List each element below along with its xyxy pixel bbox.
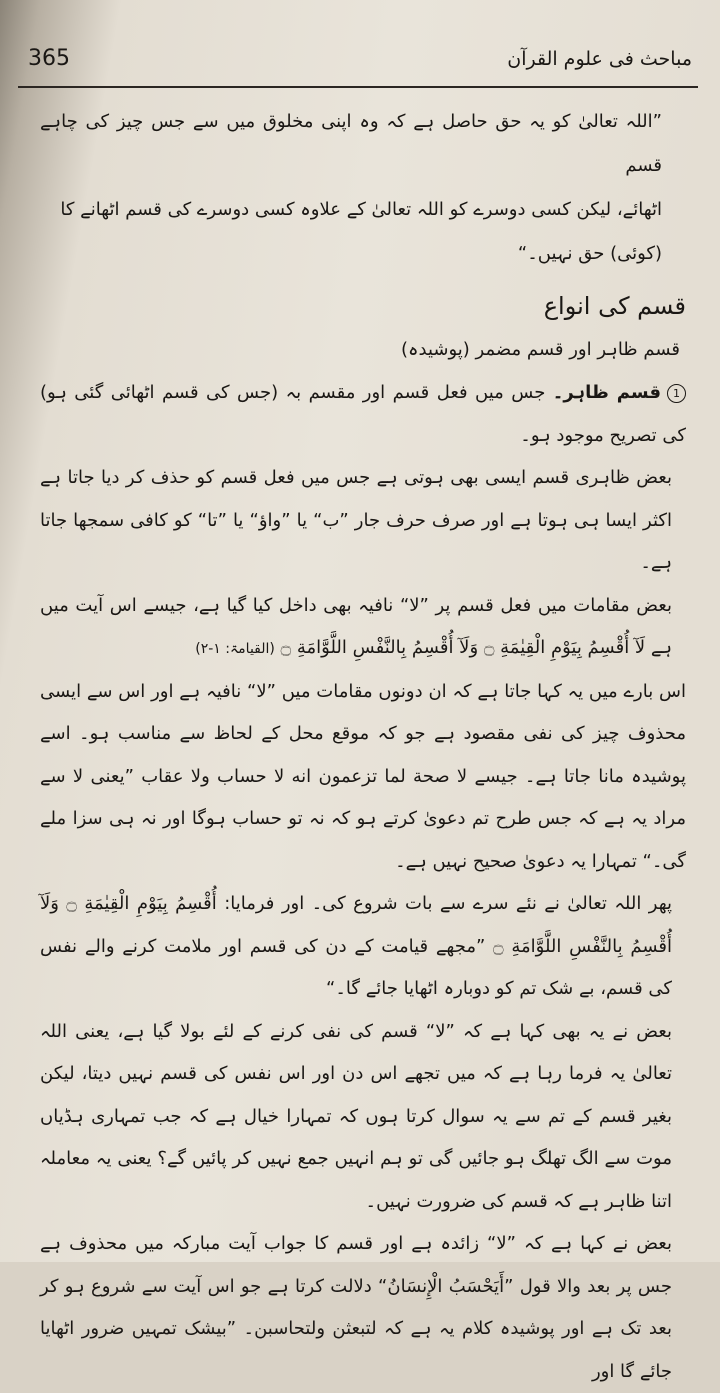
- paragraph: پھر اللہ تعالیٰ نے نئے سرے سے بات شروع کی۔ اور فرمایا: أُقْسِمُ بِيَوْمِ الْقِيٰمَةِ ۝ وَلَآ أُقْسِمُ بِالنَّفْسِ اللَّوَّامَةِ ۝ ”مجھے قیامت کے دن کی قسم اور ملامت کرنے والے نفس کی قسم، بے شک تم کو دوبارہ اٹھایا جائے گا۔“: [40, 893, 672, 999]
- quote-line: ”اللہ تعالیٰ کو یہ حق حاصل ہے کہ وہ اپنی مخلوق میں سے جس چیز کی چاہے قسم: [40, 111, 662, 176]
- quote-line: (کوئی) حق نہیں۔“: [517, 243, 662, 264]
- paragraph: بعض نے کہا ہے کہ ”لا“ زائدہ ہے اور قسم کا جواب آیت مبارکہ میں محذوف ہے جس پر بعد والا قول ”أَيَحْسَبُ الْإِنسَانُ“ دلالت کرتا ہے جو اس آیت سے شروع ہو کر بعد تک ہے اور پوشیدہ کلام یہ ہے کہ لتبعثن ولتحاسبن۔ ”بیشک تمہیں ضرور اٹھایا جائے گا اور: [40, 1233, 672, 1382]
- paragraph: بعض ظاہری قسم ایسی بھی ہوتی ہے جس میں فعل قسم کو حذف کر دیا جاتا ہے اکثر ایسا ہی ہوتا ہے اور صرف حرف جار ”ب“ یا ”واؤ“ یا ”تا“ کو کافی سمجھا جاتا ہے۔: [40, 467, 672, 573]
- section-heading: قسم کی انواع: [543, 292, 686, 320]
- page-content: [40, 100, 686, 1382]
- paragraph-text: بعض مقامات میں فعل قسم پر ”لا“ نافیہ بھی داخل کیا گیا ہے، جیسے اس آیت میں ہے لَآ أُقْسِمُ بِيَوْمِ الْقِيٰمَةِ ۝ وَلَآ أُقْسِمُ بِالنَّفْسِ اللَّوَّامَةِ ۝: [40, 594, 672, 658]
- paragraph: بعض نے یہ بھی کہا ہے کہ ”لا“ قسم کی نفی کرنے کے لئے بولا گیا ہے، یعنی اللہ تعالیٰ یہ فرما رہا ہے کہ میں تجھے اس دن اور اس نفس کی قسم نہیں دیتا، لیکن بغیر قسم کے تم سے یہ سوال کرتا ہوں کہ تمہارا خیال ہے کہ جب تمہاری ہڈیاں موت سے الگ تھلگ ہو جائیں گی تو ہم انہیں جمع نہیں کر پائیں گے؟ یعنی یہ معاملہ اتنا ظاہر ہے کہ قسم کی ضرورت نہیں۔: [40, 1020, 672, 1212]
- page-header: [18, 40, 698, 88]
- running-title: مباحث فی علوم القرآن: [507, 48, 692, 70]
- quote-line: اٹھائے، لیکن کسی دوسرے کو اللہ تعالیٰ کے علاوہ کسی دوسرے کی قسم اٹھانے کا: [60, 199, 662, 220]
- paragraph-with-verse: [40, 585, 686, 671]
- item-text: جس میں فعل قسم اور مقسم بہ (جس کی قسم اٹھائی گئی ہو) کی تصریح موجود ہو۔: [40, 382, 686, 446]
- quote-block: [40, 100, 686, 276]
- section-subheading: قسم ظاہر اور قسم مضمر (پوشیدہ): [400, 339, 680, 360]
- item-number-badge: 1: [667, 384, 686, 403]
- verse-reference: (القیامۃ: ۱-۲): [195, 641, 275, 657]
- paragraph: اس بارے میں یہ کہا جاتا ہے کہ ان دونوں مقامات میں ”لا“ نافیہ ہے اور اس سے ایسی محذوف چیز کی نفی مقصود ہے جو کہ موقع محل کے لحاظ سے مناسب ہو۔ اسے پوشیدہ مانا جاتا ہے۔ جیسے لا صحة لما تزعمون انه لا حساب ولا عقاب ”یعنی لا سے مراد یہ ہے کہ جس طرح تم دعویٰ کرتے ہو کہ نہ تو حساب ہوگا اور نہ ہی سزا ملے گی۔“ تمہارا یہ دعویٰ صحیح نہیں ہے۔: [40, 680, 686, 872]
- page-number: 365: [28, 46, 70, 71]
- item-title: قسم ظاہر۔: [552, 382, 661, 403]
- numbered-item: [40, 372, 686, 457]
